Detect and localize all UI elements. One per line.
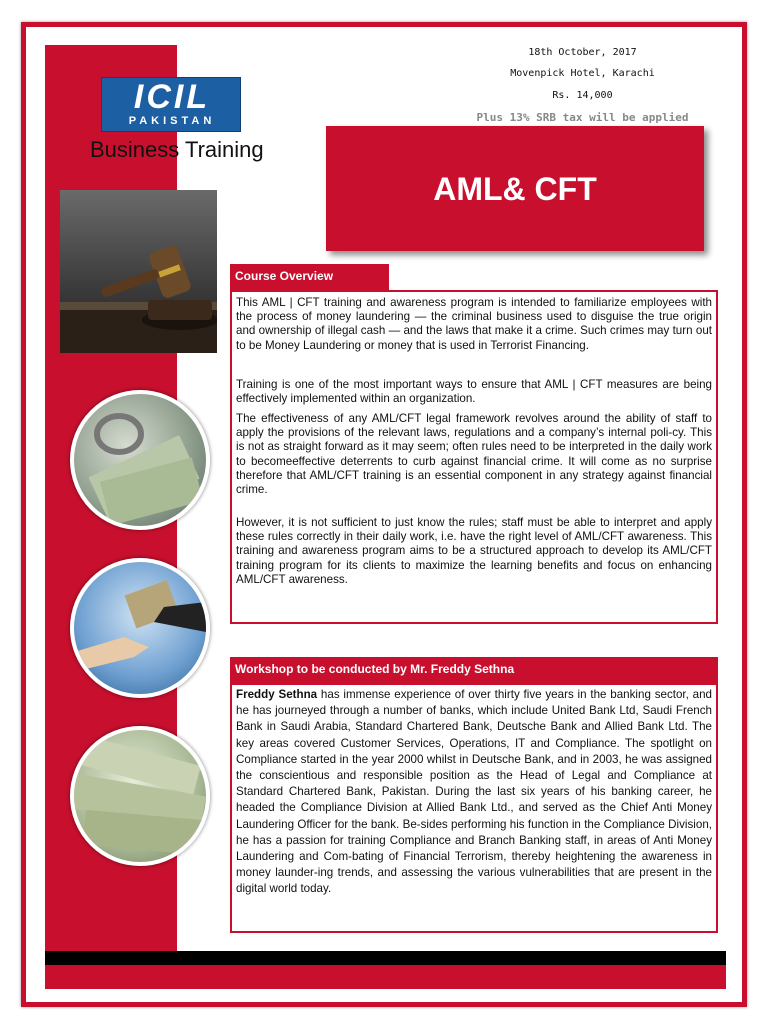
gavel-image xyxy=(60,190,217,353)
trainer-name: Freddy Sethna xyxy=(236,688,318,701)
hands-icon xyxy=(74,562,206,694)
title-banner xyxy=(326,126,704,251)
workshop-heading: Workshop to be conducted by Mr. Freddy Sethna xyxy=(230,657,718,683)
workshop-box xyxy=(230,683,718,933)
overview-paragraph-1: This AML | CFT training and awareness program is intended to familiarize employees with the process of money laundering — the criminal business used to disguise the true origin and ownership of illegal cash — and the laws that make it a crime. Such crimes may turn out to be Money Laundering or money that is used in Terrorist Financing. xyxy=(236,296,712,352)
gavel-icon xyxy=(60,190,217,353)
course-title: AML& CFT xyxy=(433,171,597,207)
brand-tagline: Business Training xyxy=(90,137,264,162)
tax-note: Plus 13% SRB tax will be applied xyxy=(476,111,689,124)
trainer-bio: has immense experience of over thirty five years in the banking sector, and he has journeyed through a number of banks, which include United Bank Ltd, Saudi French Bank in Saudi Arabia, Standard Chartered Bank, Deutsche Bank and Allied Bank Ltd. The key areas covered Customer Services, Operations, IT and Compliance. The spotlight on Compliance started in the year 2000 whilst in Deutsche Bank, and in 2003, he was assigned the conscientious and responsible position as the Head of Legal and Compliance at Standard Chartered Bank, Pakistan. During the last six years of his banking career, he headed the Compliance Division at Allied Bank Ltd., and served as the Chief Anti Money Laundering Officer for the bank. Be-sides performing his function in the Compliance Division, he has a passion for training Compliance and Branch Banking staff, in areas of Anti Money Laundering and Com-bating of Financial Terrorism, thereby heightening the awareness in money launder-ing trends, and assessing the various vulnerabilities that are present in the digital world today. xyxy=(236,688,713,896)
footer-red-bar xyxy=(45,965,726,989)
workshop-bio xyxy=(236,687,712,898)
overview-paragraph-3: The effectiveness of any AML/CFT legal framework revolves around the ability of staff to apply the provisions of the relevant laws, regulations and a company’s internal poli-cy. This is not as straight forward as it may seem; often rules need to be interpreted in the daily work to becomeeffective deterrents to curb against financial crime. It will come as no surprise therefore that AML/CFT training is an essential component in any strategy against financial crime. xyxy=(236,412,712,497)
cash-stack-image xyxy=(70,726,210,866)
event-date: 18th October, 2017 xyxy=(528,47,637,58)
logo-main-text: ICIL xyxy=(133,78,211,116)
overview-paragraph-4: However, it is not sufficient to just know the rules; staff must be able to interpret and apply these rules correctly in their daily work, i.e. have the right level of AML/CFT awareness. This training and awareness program aims to be a structured approach to develop its AML/CFT training program for its clients to maximize the learning benefits and focus on enhancing AML/CFT awareness. xyxy=(236,516,712,586)
handcuffs-money-image xyxy=(70,390,210,530)
event-price: Rs. 14,000 xyxy=(552,90,613,101)
money-handover-image xyxy=(70,558,210,698)
logo-sub-text: PAKISTAN xyxy=(128,115,216,127)
footer-black-bar xyxy=(45,951,726,965)
event-venue: Movenpick Hotel, Karachi xyxy=(510,68,655,79)
cash-icon xyxy=(74,730,206,862)
course-overview-heading: Course Overview xyxy=(230,264,389,290)
money-icon xyxy=(74,394,206,526)
icil-logo xyxy=(101,77,241,132)
course-overview-box xyxy=(230,290,718,624)
overview-paragraph-2: Training is one of the most important ways to ensure that AML | CFT measures are being effectively implemented within an organization. xyxy=(236,378,712,406)
